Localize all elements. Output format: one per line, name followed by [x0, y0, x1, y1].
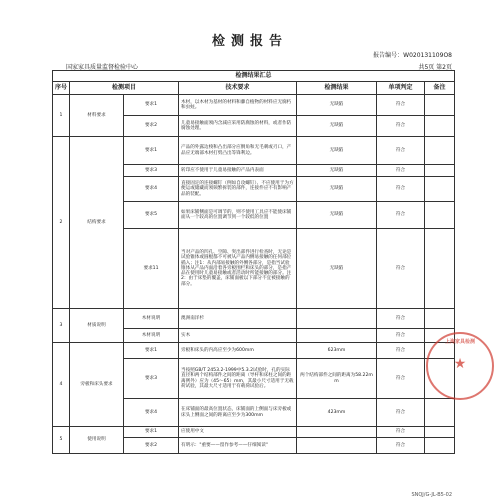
group-number: 4: [53, 343, 70, 427]
tech-requirement: 实木: [179, 329, 297, 343]
test-result: 423mm: [297, 399, 377, 427]
sub-item: 要求4: [124, 399, 179, 427]
form-code: SNQJ/G-JL-B5-02: [411, 492, 452, 498]
verdict: 符合: [377, 309, 425, 329]
sub-item: 要求4: [124, 177, 179, 202]
header-item: 检测项目: [70, 82, 179, 95]
sub-item: 要求2: [124, 116, 179, 137]
tech-requirement: 木材，以木材为基材的材料和藤自植物的材料应无腐朽和虫蛀。: [179, 95, 297, 116]
group-name: 使用说明: [70, 427, 124, 454]
tech-requirement: 有明示："重要——留作参考——仔细阅读": [179, 438, 297, 454]
star-icon: ★: [453, 356, 467, 372]
header-verdict: 单项判定: [377, 82, 425, 95]
remark-cell: [425, 202, 455, 229]
sub-item: 要求3: [124, 359, 179, 399]
verdict: 符合: [377, 95, 425, 116]
testing-organization: 国家家具质量监督检验中心: [66, 64, 139, 71]
test-result: 无缺陷: [297, 137, 377, 165]
test-result: [297, 329, 377, 343]
page-info: 共5页 第2页: [418, 64, 452, 71]
test-result: 无缺陷: [297, 177, 377, 202]
table-row: [53, 95, 455, 116]
test-result: 无缺陷: [297, 95, 377, 116]
sub-item: 要求1: [124, 137, 179, 165]
verdict: 符合: [377, 359, 425, 399]
test-result: 两个结构部件之间的距离为58.22mm: [297, 359, 377, 399]
tech-requirement: 在床铺面的最高位置状态，床铺面的上侧面与床旁板或床头上侧面之间的距离应至少为300mm: [179, 399, 297, 427]
sub-item: 木材说明: [124, 329, 179, 343]
verdict: 符合: [377, 438, 425, 454]
tech-requirement: 当对产品的凹孔、空隙、突出部件进行检查时，无论是试验锥体或圆棍都不可被从产品内侧易接触的任何部位插入；注1：从内部易接触的外侧各部分，是指当试验锥体从产品内面沿着各旁板围栏和床头的部分，是指产品在使用时儿童易接触或者活动时所能接触的部分。注2：由于床垫的覆盖，床铺面板以下部分不宜被接触的部分。: [179, 229, 297, 309]
company-seal: 上海家具检测 ★: [426, 332, 494, 400]
remark-cell: [425, 165, 455, 177]
header-tech: 技术要求: [179, 82, 297, 95]
table-row: [53, 427, 455, 438]
report-title: 检测报告: [211, 34, 288, 49]
remark-cell: [425, 309, 455, 329]
tech-requirement: 旁板和床头的内高应至少为600mm: [179, 343, 297, 359]
verdict: 符合: [377, 165, 425, 177]
table-row: [53, 137, 455, 165]
table-row: [53, 309, 455, 329]
tech-requirement: 当按照GB/T 2453.2-1999中5.3.2试验时，孔的实际直径和两个结构部件之间的距离（导杆和床柱之间的距离例外）应为（45～65）mm，其最小尺寸适用于无载荷试验，其最大尺寸适用于有载荷试验后。: [179, 359, 297, 399]
remark-cell: [425, 95, 455, 116]
test-result: 无缺陷: [297, 165, 377, 177]
tech-requirement: 直接固定的连接螺钉（例如自攻螺钉）、不应使用于为方便运或储藏而须频繁拆装的部件，连接件应不有影响产品的装配。: [179, 177, 297, 202]
sub-item: 要求1: [124, 427, 179, 438]
sub-item: 要求11: [124, 229, 179, 309]
header-result: 检测结果: [297, 82, 377, 95]
group-name: 旁板和床头要求: [70, 343, 124, 427]
group-number: 1: [53, 95, 70, 137]
verdict: 符合: [377, 202, 425, 229]
tech-requirement: 产品的外露边棱和凸出部分应倒角和无毛刺或刃口，产品应无端部木材打劈凸出等锋利边。: [179, 137, 297, 165]
sub-item: 木材说明: [124, 309, 179, 329]
report-number: 报告编号：W020131109O8: [373, 52, 452, 59]
group-number: 5: [53, 427, 70, 454]
test-result: 无缺陷: [297, 202, 377, 229]
sub-item: 要求1: [124, 343, 179, 359]
table-row: [53, 343, 455, 359]
remark-cell: [425, 116, 455, 137]
test-result: [297, 427, 377, 438]
remark-cell: [425, 438, 455, 454]
tech-requirement: 如果床铺侧面是可调节的，则不使用工具应不能使床铺面从一个较高的位置调节到一个较低的位置: [179, 202, 297, 229]
group-name: 材料要求: [70, 95, 124, 137]
verdict: 符合: [377, 229, 425, 309]
summary-title: 检测结果汇总: [53, 71, 455, 82]
remark-cell: [425, 229, 455, 309]
tech-requirement: 应使用中文: [179, 427, 297, 438]
sub-item: 要求3: [124, 165, 179, 177]
results-table: [52, 70, 455, 454]
group-number: 3: [53, 309, 70, 343]
group-name: 结构要求: [70, 137, 124, 309]
verdict: 符合: [377, 329, 425, 343]
sub-item: 要求5: [124, 202, 179, 229]
remark-cell: [425, 137, 455, 165]
sub-item: 要求2: [124, 438, 179, 454]
sub-item: 要求1: [124, 95, 179, 116]
test-result: [297, 438, 377, 454]
header-no: 序号: [53, 82, 70, 95]
group-name: 材质说明: [70, 309, 124, 343]
remark-cell: [425, 177, 455, 202]
test-result: 无缺陷: [297, 116, 377, 137]
verdict: 符合: [377, 427, 425, 438]
verdict: 符合: [377, 399, 425, 427]
remark-cell: [425, 399, 455, 427]
test-result: [297, 309, 377, 329]
verdict: 符合: [377, 116, 425, 137]
tech-requirement: 儿童易接触面须内含减应采用防腐蚀的材料，或者作防腐蚀处理。: [179, 116, 297, 137]
group-number: 2: [53, 137, 70, 309]
verdict: 符合: [377, 343, 425, 359]
verdict: 符合: [377, 177, 425, 202]
test-result: 无缺陷: [297, 229, 377, 309]
tech-requirement: 转印应不使用于儿童易接触的产品内表面: [179, 165, 297, 177]
tech-requirement: 澳洲南洋杉: [179, 309, 297, 329]
header-remark: 备注: [425, 82, 455, 95]
remark-cell: [425, 427, 455, 438]
verdict: 符合: [377, 137, 425, 165]
test-result: 623mm: [297, 343, 377, 359]
